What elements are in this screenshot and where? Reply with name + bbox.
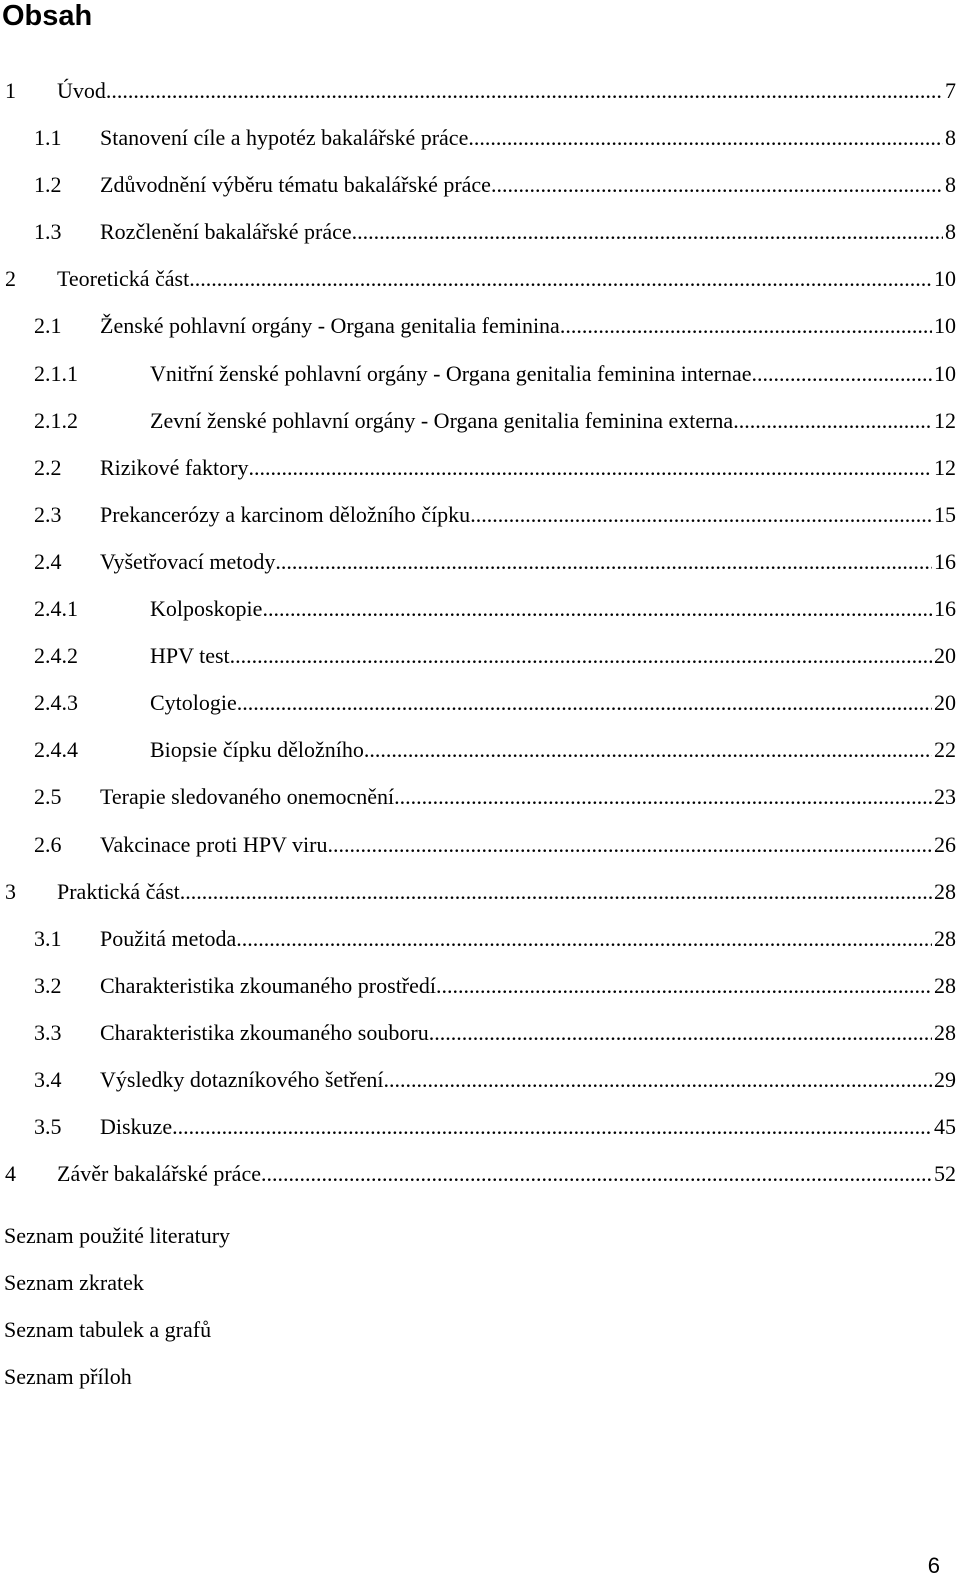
toc-entry-title: Prekancerózy a karcinom děložního čípku	[100, 501, 471, 527]
toc-leader-dots	[106, 67, 943, 114]
toc-entry-title: Zevní ženské pohlavní orgány - Organa genitalia feminina externa	[150, 407, 734, 433]
toc-leader-dots	[230, 632, 932, 679]
toc-entry-page: 10	[934, 360, 956, 386]
toc-entry-title: Diskuze	[100, 1114, 173, 1140]
toc-leader-dots	[352, 208, 943, 255]
toc-entry-page: 15	[934, 501, 956, 527]
toc-entry-title: Rizikové faktory	[100, 454, 249, 480]
toc-entry-page: 28	[934, 1019, 956, 1045]
toc-leader-dots	[275, 538, 932, 585]
list-item[interactable]: Seznam tabulek a grafů	[4, 1317, 212, 1343]
toc-entry-number: 2.1	[34, 313, 62, 339]
toc-entry-number: 3.3	[34, 1019, 62, 1045]
toc-entry-number: 2.3	[34, 501, 62, 527]
page-title: Obsah	[2, 0, 93, 32]
toc-entry-page: 16	[934, 548, 956, 574]
toc-entry[interactable]	[0, 302, 956, 349]
toc-entry-title: Ženské pohlavní orgány - Organa genitalia feminina	[100, 313, 560, 339]
toc-entry-page: 8	[945, 172, 956, 198]
toc-entry-page: 16	[934, 596, 956, 622]
toc-entry[interactable]	[0, 632, 956, 679]
toc-entry-title: Charakteristika zkoumaného prostředí	[100, 972, 437, 998]
toc-entry-title: Teoretická část	[57, 266, 190, 292]
toc-entry[interactable]	[0, 1056, 956, 1103]
toc-leader-dots	[180, 868, 932, 915]
toc-entry-title: Praktická část	[57, 878, 180, 904]
toc-entry[interactable]	[0, 444, 956, 491]
toc-entry-title: Vyšetřovací metody	[100, 548, 276, 574]
toc-entry-page: 26	[934, 831, 956, 857]
toc-entry[interactable]	[0, 915, 956, 962]
toc-entry[interactable]	[0, 161, 956, 208]
toc-entry-number: 3.4	[34, 1066, 62, 1092]
toc-entry-title: Terapie sledovaného onemocnění	[100, 784, 395, 810]
toc-entry-title: Úvod	[57, 78, 106, 103]
toc-entry-title: Výsledky dotazníkového šetření	[100, 1066, 384, 1092]
toc-entry-title: Vakcinace proti HPV viru	[100, 831, 328, 857]
toc-entry-page: 10	[934, 266, 956, 292]
toc-entry-number: 2.4.1	[34, 596, 78, 622]
toc-entry[interactable]	[0, 726, 956, 773]
toc-leader-dots	[752, 350, 932, 397]
toc-entry-number: 2.4.2	[34, 643, 78, 669]
toc-entry[interactable]	[0, 1103, 956, 1150]
toc-leader-dots	[436, 962, 932, 1009]
toc-entry-number: 4	[5, 1161, 16, 1187]
toc-entry-number: 2.1.1	[34, 360, 78, 386]
toc-entry-number: 3.1	[34, 925, 62, 951]
toc-leader-dots	[328, 821, 933, 868]
toc-entry-page: 20	[934, 643, 956, 669]
toc-leader-dots	[491, 161, 943, 208]
toc-entry-page: 8	[945, 219, 956, 245]
toc-entry-page: 28	[934, 972, 956, 998]
toc-entry-page: 12	[934, 454, 956, 480]
toc-entry-number: 2.4.3	[34, 690, 78, 716]
toc-entry[interactable]	[0, 821, 956, 868]
toc-entry-title: Stanovení cíle a hypotéz bakalářské práce	[100, 125, 469, 151]
toc-entry-page: 28	[934, 878, 956, 904]
toc-entry[interactable]	[0, 397, 956, 444]
toc-entry-page: 10	[934, 313, 956, 339]
toc-entry-page: 23	[934, 784, 956, 810]
toc-entry-number: 2.5	[34, 784, 62, 810]
toc-entry[interactable]	[0, 868, 956, 915]
toc-entry-number: 2.4.4	[34, 737, 78, 763]
list-item[interactable]: Seznam zkratek	[4, 1270, 144, 1296]
toc-entry-page: 22	[934, 737, 956, 763]
toc-leader-dots	[189, 255, 932, 302]
toc-entry-title: Charakteristika zkoumaného souboru	[100, 1019, 429, 1045]
toc-leader-dots	[470, 491, 932, 538]
toc-entry-number: 1.3	[34, 219, 62, 245]
toc-leader-dots	[236, 915, 932, 962]
toc-entry-number: 2.4	[34, 548, 62, 574]
page-number: 6	[927, 1553, 940, 1578]
toc-entry-title: Závěr bakalářské práce	[57, 1161, 261, 1187]
toc-entry[interactable]	[0, 208, 956, 255]
toc-entry[interactable]	[0, 350, 956, 397]
list-item[interactable]: Seznam příloh	[4, 1364, 132, 1390]
toc-leader-dots	[733, 397, 932, 444]
toc-entry[interactable]	[0, 1009, 956, 1056]
toc-entry-title: Biopsie čípku děložního	[150, 737, 364, 763]
toc-leader-dots	[468, 114, 943, 161]
toc-entry-number: 3.5	[34, 1114, 62, 1140]
toc-entry[interactable]	[0, 255, 956, 302]
toc-entry-number: 1.2	[34, 172, 62, 198]
toc-entry[interactable]	[0, 962, 956, 1009]
toc-entry-number: 2.6	[34, 831, 62, 857]
toc-leader-dots	[172, 1103, 932, 1150]
toc-entry[interactable]	[0, 679, 956, 726]
toc-leader-dots	[262, 585, 932, 632]
toc-entry[interactable]	[0, 538, 956, 585]
toc-entry-number: 2.2	[34, 454, 62, 480]
toc-leader-dots	[248, 444, 932, 491]
toc-leader-dots	[261, 1150, 932, 1197]
table-of-contents	[0, 67, 956, 1197]
toc-entry[interactable]	[0, 491, 956, 538]
toc-entry-number: 2	[5, 266, 16, 292]
toc-entry-title: Rozčlenění bakalářské práce	[100, 219, 352, 245]
toc-entry-title: Vnitřní ženské pohlavní orgány - Organa genitalia feminina internae	[150, 360, 752, 386]
list-item[interactable]: Seznam použité literatury	[4, 1223, 231, 1248]
toc-entry[interactable]	[0, 585, 956, 632]
toc-leader-dots	[394, 773, 932, 820]
toc-entry-title: Kolposkopie	[150, 596, 263, 622]
toc-entry-number: 1	[5, 78, 16, 103]
toc-leader-dots	[429, 1009, 932, 1056]
toc-entry-number: 3	[5, 878, 16, 904]
toc-entry-title: Použitá metoda	[100, 925, 237, 951]
toc-entry-page: 28	[934, 925, 956, 951]
toc-entry-page: 8	[945, 125, 956, 151]
toc-leader-dots	[560, 302, 932, 349]
toc-leader-dots	[364, 726, 932, 773]
toc-entry-number: 2.1.2	[34, 407, 78, 433]
toc-leader-dots	[384, 1056, 933, 1103]
toc-entry-page: 20	[934, 690, 956, 716]
toc-leader-dots	[237, 679, 932, 726]
toc-entry-title: Cytologie	[150, 690, 237, 716]
toc-entry-number: 1.1	[34, 125, 62, 151]
toc-entry-page: 7	[945, 78, 956, 103]
toc-entry-page: 52	[934, 1161, 956, 1187]
lists-section	[4, 1212, 230, 1400]
toc-entry-title: Zdůvodnění výběru tématu bakalářské práce	[100, 172, 491, 198]
toc-entry[interactable]	[0, 114, 956, 161]
toc-entry-number: 3.2	[34, 972, 62, 998]
toc-entry[interactable]	[0, 773, 956, 820]
toc-entry-page: 29	[934, 1066, 956, 1092]
toc-entry-page: 12	[934, 407, 956, 433]
toc-entry-title: HPV test	[150, 643, 230, 669]
toc-entry-page: 45	[934, 1114, 956, 1140]
toc-entry[interactable]	[0, 1150, 956, 1197]
toc-entry[interactable]	[0, 67, 956, 114]
